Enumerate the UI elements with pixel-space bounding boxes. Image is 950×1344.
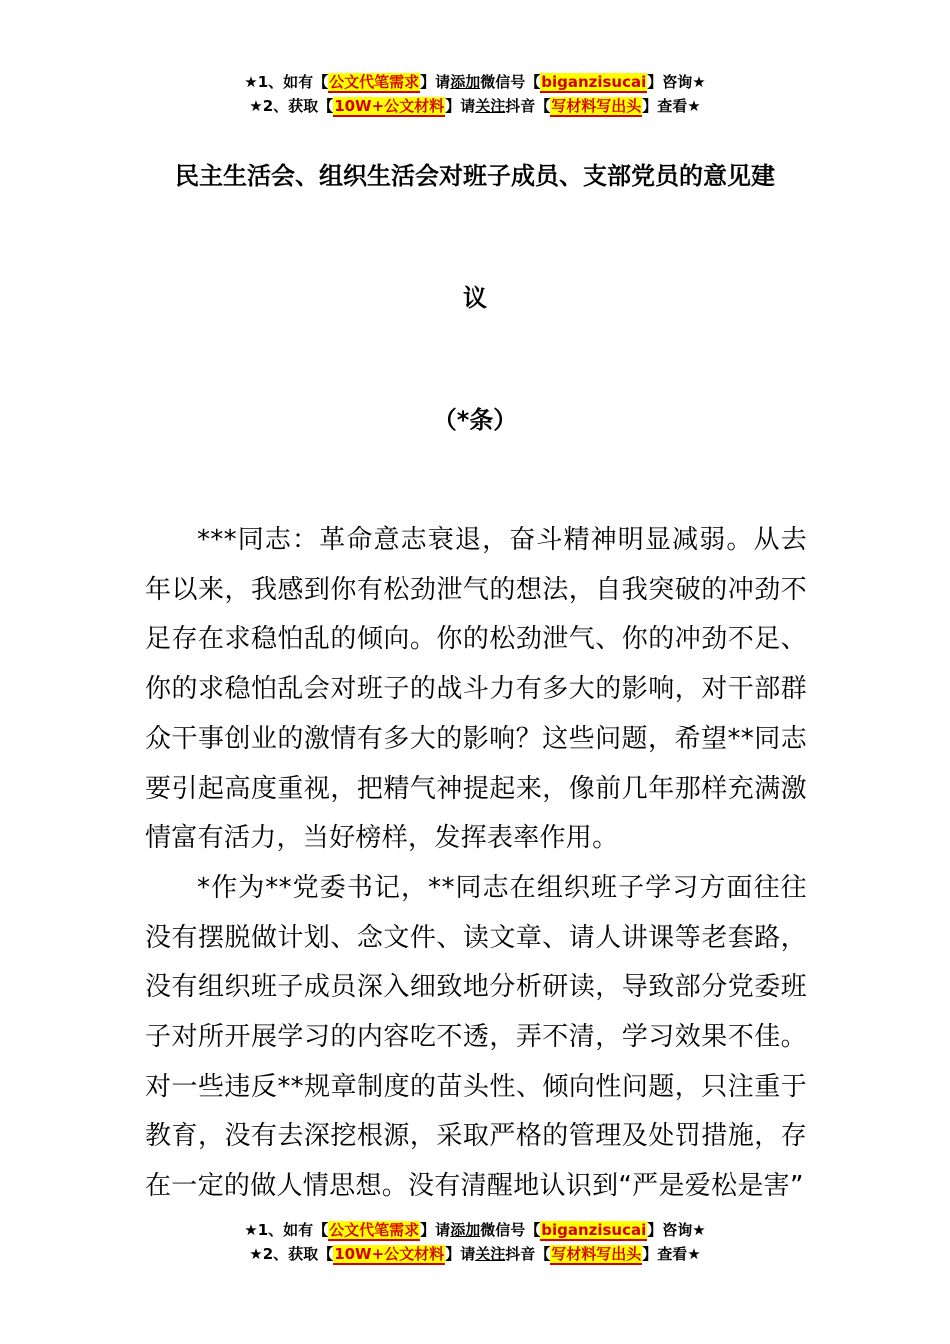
promo-text: 】请 [420,73,451,91]
promo-highlight-materials: 10W+公文材料 [334,97,445,115]
promo-text: ★1、如有【 [244,1221,329,1239]
header-promo-line-1 [0,70,950,94]
promo-text: ★1、如有【 [244,73,329,91]
promo-highlight-materials: 10W+公文材料 [334,1245,445,1263]
promo-highlight-douyin: 写材料写出头 [551,1245,642,1263]
document-title-line-2: 议 [463,284,487,312]
header-promo [0,70,950,118]
promo-text: ★2、获取【 [249,97,334,115]
promo-text: ★2、获取【 [249,1245,334,1263]
promo-text: 】咨询★ [647,73,706,91]
promo-highlight-douyin: 写材料写出头 [551,97,642,115]
promo-text: 】请 [420,1221,451,1239]
footer-promo-line-2 [0,1242,950,1266]
promo-highlight-wechat-id: biganzisucai [541,1221,647,1239]
promo-text: 】咨询★ [647,1221,706,1239]
promo-text: 抖音【 [505,1245,551,1263]
document-body [145,516,807,1212]
promo-underline-text: 添加 [450,73,481,91]
promo-highlight-wechat-id: biganzisucai [541,73,647,91]
document-title-line-1: 民主生活会、组织生活会对班子成员、支部党员的意见建 [175,162,775,190]
promo-underline-text: 关注 [475,97,506,115]
promo-highlight-service: 公文代笔需求 [329,73,420,91]
promo-underline-text: 添加 [450,1221,481,1239]
promo-text: 】查看★ [642,97,701,115]
body-paragraph: ***同志：革命意志衰退，奋斗精神明显减弱。从去年以来，我感到你有松劲泄气的想法，自我突破的冲劲不足存在求稳怕乱的倾向。你的松劲泄气、你的冲劲不足、你的求稳怕乱会对班子的战斗力有多大的影响，对干部群众干事创业的激情有多大的影响？这些问题，希望**同志要引起高度重视，把精气神提起来，像前几年那样充满激情富有活力，当好榜样，发挥表率作用。 [145,525,807,854]
promo-text: 】请 [445,1245,476,1263]
promo-highlight-service: 公文代笔需求 [329,1221,420,1239]
body-paragraph: *作为**党委书记，**同志在组织班子学习方面往往没有摆脱做计划、念文件、读文章、请人讲课等老套路，没有组织班子成员深入细致地分析研读，导致部分党委班子对所开展学习的内容吃不透，弄不清，学习效果不佳。对一些违反**规章制度的苗头性、倾向性问题，只注重于教育，没有去深挖根源，采取严格的管理及处罚措施，存在一定的做人情思想。没有清醒地认识到“严是爱松是害” [145,872,807,1202]
promo-text: 微信号【 [480,73,541,91]
promo-text: 】请 [445,97,476,115]
promo-text: 】查看★ [642,1245,701,1263]
promo-text: 微信号【 [480,1221,541,1239]
footer-promo-line-1 [0,1218,950,1242]
document-subtitle: （*条） [432,406,518,434]
header-promo-line-2 [0,94,950,118]
footer-promo [0,1218,950,1266]
promo-text: 抖音【 [505,97,551,115]
promo-underline-text: 关注 [475,1245,506,1263]
